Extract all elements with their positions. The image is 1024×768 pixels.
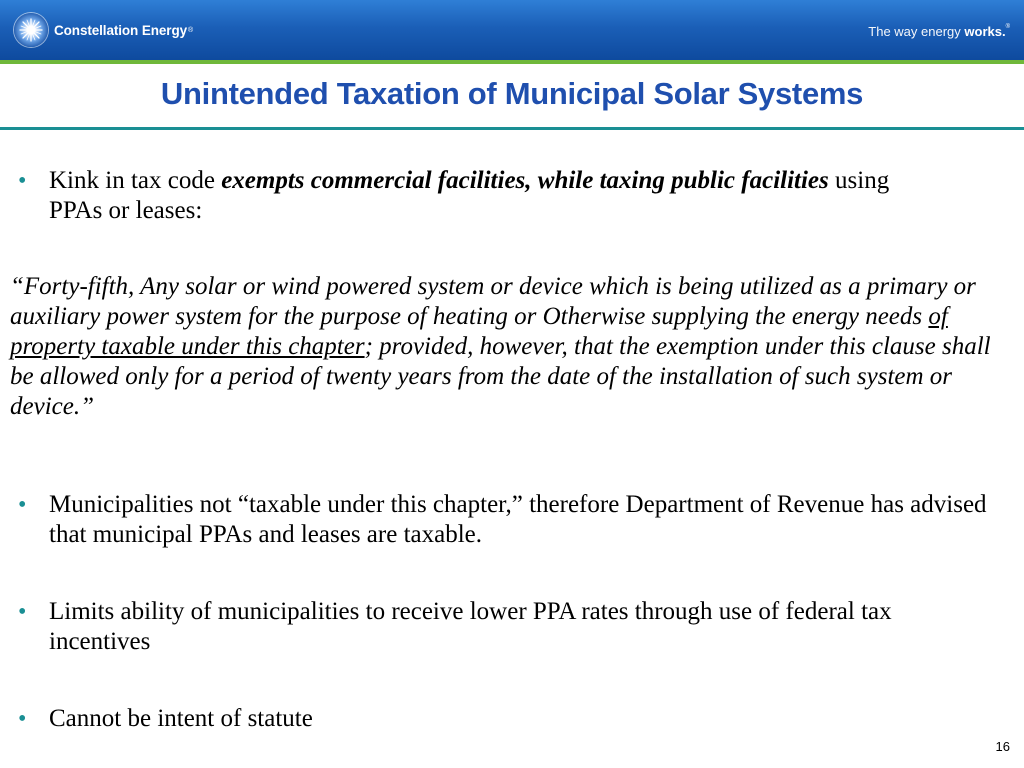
bullet-item-2 xyxy=(18,490,988,550)
header-banner xyxy=(0,0,1024,60)
bullet-marker: • xyxy=(18,168,27,194)
bullet-text-4: Cannot be intent of statute xyxy=(49,705,313,732)
bullet-1-prefix: Kink in tax code xyxy=(49,167,222,194)
bullet-marker: • xyxy=(18,492,27,518)
starburst-icon xyxy=(14,13,48,47)
company-logo xyxy=(14,13,193,47)
bullet-marker: • xyxy=(18,599,27,625)
bullet-item-3 xyxy=(18,597,988,657)
bullet-1-emphasis: exempts commercial facilities, while taxing public facilities xyxy=(221,167,829,194)
tagline xyxy=(868,24,1010,39)
bullet-text-3: Limits ability of municipalities to receive lower PPA rates through use of federal tax incentives xyxy=(49,598,892,655)
bullet-text-2: Municipalities not “taxable under this chapter,” therefore Department of Revenue has advised that municipal PPAs and leases are taxable. xyxy=(49,491,987,548)
quote-part-2: ; provided, however, that the exemption under this clause shall be allowed only for a period of twenty years from the date of the installation of such system or device.” xyxy=(10,333,991,420)
quote-part-1: “Forty-fifth, Any solar or wind powered system or device which is being utilized as a primary or auxiliary power system for the purpose of heating or Otherwise supplying the energy needs xyxy=(10,273,976,330)
company-registered-mark: ® xyxy=(188,26,194,34)
bullet-marker: • xyxy=(18,706,27,732)
green-divider xyxy=(0,60,1024,64)
bullet-item-1 xyxy=(18,166,948,226)
title-divider xyxy=(0,127,1024,130)
page-number: 16 xyxy=(995,739,1010,754)
quote-underlined: of property taxable under this chapter xyxy=(10,303,948,360)
bullet-item-4 xyxy=(18,704,988,734)
slide-title: Unintended Taxation of Municipal Solar Systems xyxy=(160,76,864,111)
tagline-bold: works. xyxy=(964,24,1006,39)
bullet-text-1 xyxy=(49,166,948,226)
tagline-light: The way energy xyxy=(868,24,965,39)
statute-quote xyxy=(10,272,1010,422)
bullet-1-suffix: using PPAs or leases: xyxy=(49,167,890,224)
company-name: Constellation Energy xyxy=(54,22,188,38)
tagline-registered-mark: ® xyxy=(1005,24,1010,30)
